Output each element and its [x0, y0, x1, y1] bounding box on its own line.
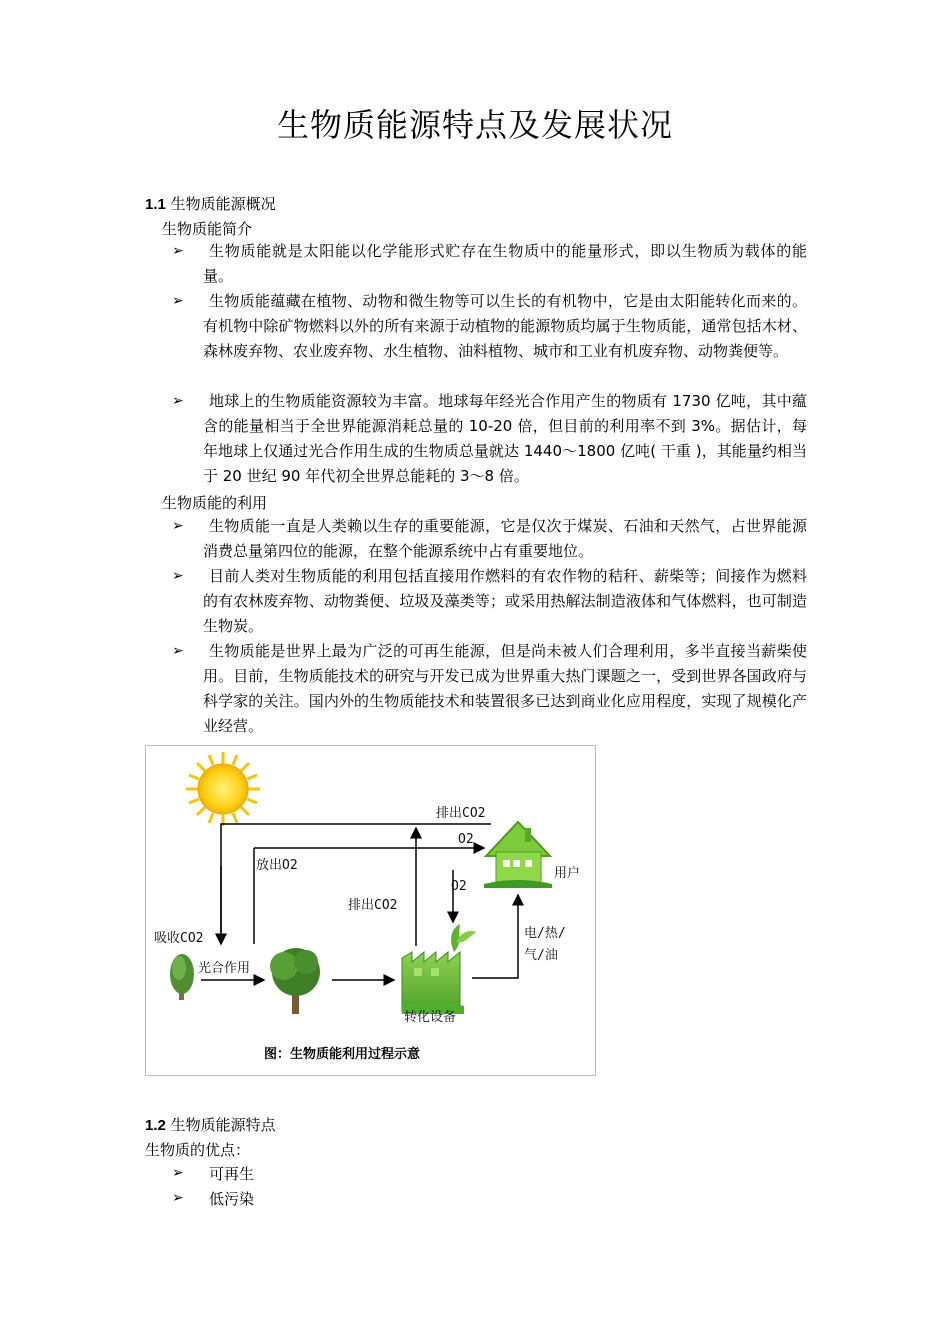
figure-caption: 图：生物质能利用过程示意: [264, 1047, 421, 1062]
bullet-marker: ➢: [172, 1165, 184, 1181]
label-outputs-line2: 气/油: [524, 948, 558, 963]
page-title: 生物质能源特点及发展状况: [276, 106, 673, 144]
section-2-number: 1.2: [145, 1117, 166, 1134]
section-1-title: 生物质能源概况: [170, 195, 276, 213]
section-2-heading: [145, 1114, 276, 1135]
usage-bullet-1: 生物质能一直是人类赖以生存的重要能源，它是仅次于煤炭、石油和天然气，占世界能源消费总量第四位的能源，在整个能源系统中占有重要地位。: [203, 517, 807, 560]
bullet-marker: ➢: [172, 1190, 184, 1206]
label-outputs-line1: 电/热/: [524, 926, 566, 941]
label-release-o2: 放出O2: [256, 858, 298, 873]
intro-bullet-3: 地球上的生物质能资源较为丰富。地球每年经光合作用产生的物质有 1730 亿吨，其中蕴含的能量相当于全世界能源消耗总量的 10-20 倍，但目前的利用率不到 3%。据估计，每年地球上仅通过光合作用生成的生物质总量就达 1440～1800 亿吨( 干重 )，其能量约相当于 20 世纪 90 年代初全世界总能耗的 3～8 倍。: [203, 392, 807, 485]
label-conversion: 转化设备: [404, 1010, 457, 1025]
bullet-marker: ➢: [172, 393, 184, 409]
section-1-heading: [145, 193, 276, 214]
usage-heading: 生物质能的利用: [162, 494, 268, 512]
advantage-item: 可再生: [209, 1165, 255, 1183]
sapling-icon: [170, 954, 194, 1000]
section-2-title: 生物质能源特点: [170, 1116, 276, 1134]
sun-icon: [186, 752, 260, 826]
intro-heading: 生物质能简介: [162, 220, 253, 238]
label-o2-mid: O2: [451, 879, 467, 894]
bullet-marker: ➢: [172, 568, 184, 584]
label-photosynthesis: 光合作用: [198, 961, 251, 976]
advantage-item: 低污染: [209, 1190, 255, 1208]
usage-bullet-3: 生物质能是世界上最为广泛的可再生能源，但是尚未被人们合理利用，多半直接当薪柴使用。目前，生物质能技术的研究与开发已成为世界重大热门课题之一，受到世界各国政府与科学家的关注。国内外的生物质能技术和装置很多已达到商业化应用程度，实现了规模化产业经营。: [203, 642, 807, 735]
label-user: 用户: [554, 866, 581, 881]
advantages-heading: 生物质的优点：: [145, 1141, 251, 1159]
label-o2-top: O2: [458, 832, 474, 847]
bullet-marker: ➢: [172, 518, 184, 534]
label-absorb-co2: 吸收CO2: [154, 931, 204, 946]
factory-icon: [402, 924, 476, 1014]
bullet-marker: ➢: [172, 643, 184, 659]
tree-icon: [270, 948, 320, 1014]
usage-bullet-2: 目前人类对生物质能的利用包括直接用作燃料的有农作物的秸秆、薪柴等；间接作为燃料的有农林废弃物、动物粪便、垃圾及藻类等；或采用热解法制造液体和气体燃料，也可制造生物炭。: [203, 567, 807, 635]
intro-bullet-2: 生物质能蕴藏在植物、动物和微生物等可以生长的有机物中，它是由太阳能转化而来的。有机物中除矿物燃料以外的所有来源于动植物的能源物质均属于生物质能，通常包括木材、森林废弃物、农业废弃物、水生植物、油料植物、城市和工业有机废弃物、动物粪便等。: [203, 292, 807, 360]
bullet-marker: ➢: [172, 243, 184, 259]
label-emit-co2-mid: 排出CO2: [348, 898, 398, 913]
label-emit-co2-top: 排出CO2: [436, 806, 486, 821]
bullet-marker: ➢: [172, 293, 184, 309]
section-1-number: 1.1: [145, 196, 166, 213]
intro-bullet-1: 生物质能就是太阳能以化学能形式贮存在生物质中的能量形式，即以生物质为载体的能量。: [203, 242, 807, 285]
house-icon: [484, 822, 552, 888]
biomass-process-figure: [145, 745, 596, 1076]
